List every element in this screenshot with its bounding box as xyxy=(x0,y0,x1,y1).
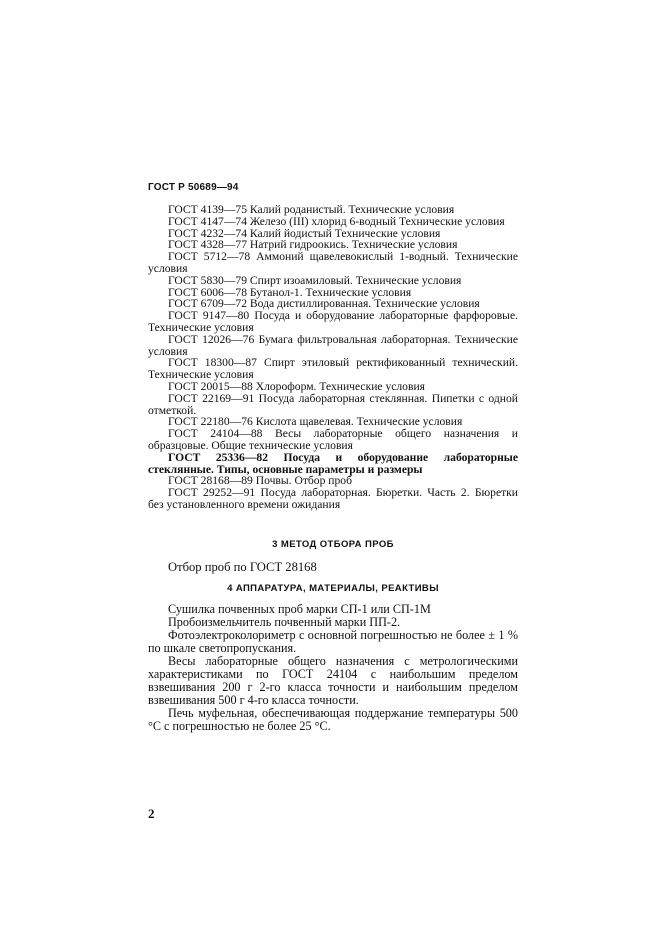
section-4-paragraph: Печь муфельная, обеспечивающая поддержание температуры 500 °С с погрешностью не более 25 °С. xyxy=(148,706,518,733)
reference-item: ГОСТ 22169—91 Посуда лабораторная стеклянная. Пипетки с одной отметкой. xyxy=(148,391,518,417)
reference-item: ГОСТ 25336—82 Посуда и оборудование лабораторные стеклянные. Типы, основные параметры и размеры xyxy=(148,450,518,476)
reference-item: ГОСТ 4139—75 Калий роданистый. Технические условия xyxy=(168,203,455,216)
reference-item: ГОСТ 24104—88 Весы лабораторные общего назначения и образцовые. Общие технические условия xyxy=(148,427,518,452)
reference-item: ГОСТ 6006—78 Бутанол-1. Технические условия xyxy=(168,285,412,299)
references-list xyxy=(148,204,518,511)
reference-item: ГОСТ 5830—79 Спирт изоамиловый. Технические условия xyxy=(168,273,462,287)
section-4-paragraph: Фотоэлектроколориметр с основной погрешностью не более ± 1 % по шкале светопропускания. xyxy=(148,628,518,655)
reference-item: ГОСТ 6709—72 Вода дистиллированная. Технические условия xyxy=(168,297,480,311)
section-4-paragraph: Пробоизмельчитель почвенный марки ПП-2. xyxy=(168,615,401,629)
reference-item: ГОСТ 20015—88 Хлороформ. Технические условия xyxy=(168,379,425,393)
reference-item: ГОСТ 4232—74 Калий йодистый Технические условия xyxy=(168,226,441,240)
reference-item: ГОСТ 4328—77 Натрий гидроокись. Технические условия xyxy=(168,238,458,252)
reference-item: ГОСТ 28168—89 Почвы. Отбор проб xyxy=(168,474,352,488)
section-4-body xyxy=(148,603,518,733)
section-4-title: 4 АППАРАТУРА, МАТЕРИАЛЫ, РЕАКТИВЫ xyxy=(227,583,439,594)
reference-item: ГОСТ 18300—87 Спирт этиловый ректификованный технический. Технические условия xyxy=(148,356,518,382)
section-3-body xyxy=(148,561,518,574)
section-3-title: 3 МЕТОД ОТБОРА ПРОБ xyxy=(272,539,394,550)
reference-item: ГОСТ 5712—78 Аммоний щавелевокислый 1-водный. Технические условия xyxy=(148,250,518,275)
reference-item: ГОСТ 4147—74 Железо (III) хлорид 6-водный Технические условия xyxy=(168,214,505,228)
reference-item: ГОСТ 22180—76 Кислота щавелевая. Технические условия xyxy=(168,415,463,429)
reference-item: ГОСТ 29252—91 Посуда лабораторная. Бюретки. Часть 2. Бюретки без установленного времени ожидания xyxy=(148,486,518,511)
section-4-paragraph: Весы лабораторные общего назначения с метрологическими характеристиками по ГОСТ 24104 с наибольшим пределом взвешивания 200 г 2-го класса точности и наибольшим пределом взвешивания 500 г 4-го класса точности. xyxy=(148,654,518,707)
reference-item: ГОСТ 12026—76 Бумага фильтровальная лабораторная. Технические условия xyxy=(148,332,518,358)
section-3-text: Отбор проб по ГОСТ 28168 xyxy=(168,560,317,574)
reference-item: ГОСТ 9147—80 Посуда и оборудование лабораторные фарфоровые. Технические условия xyxy=(148,309,518,334)
page-number: 2 xyxy=(148,806,155,821)
document-header: ГОСТ Р 50689—94 xyxy=(148,182,239,193)
section-4-paragraph: Сушилка почвенных проб марки СП-1 или СП-1М xyxy=(168,602,431,616)
